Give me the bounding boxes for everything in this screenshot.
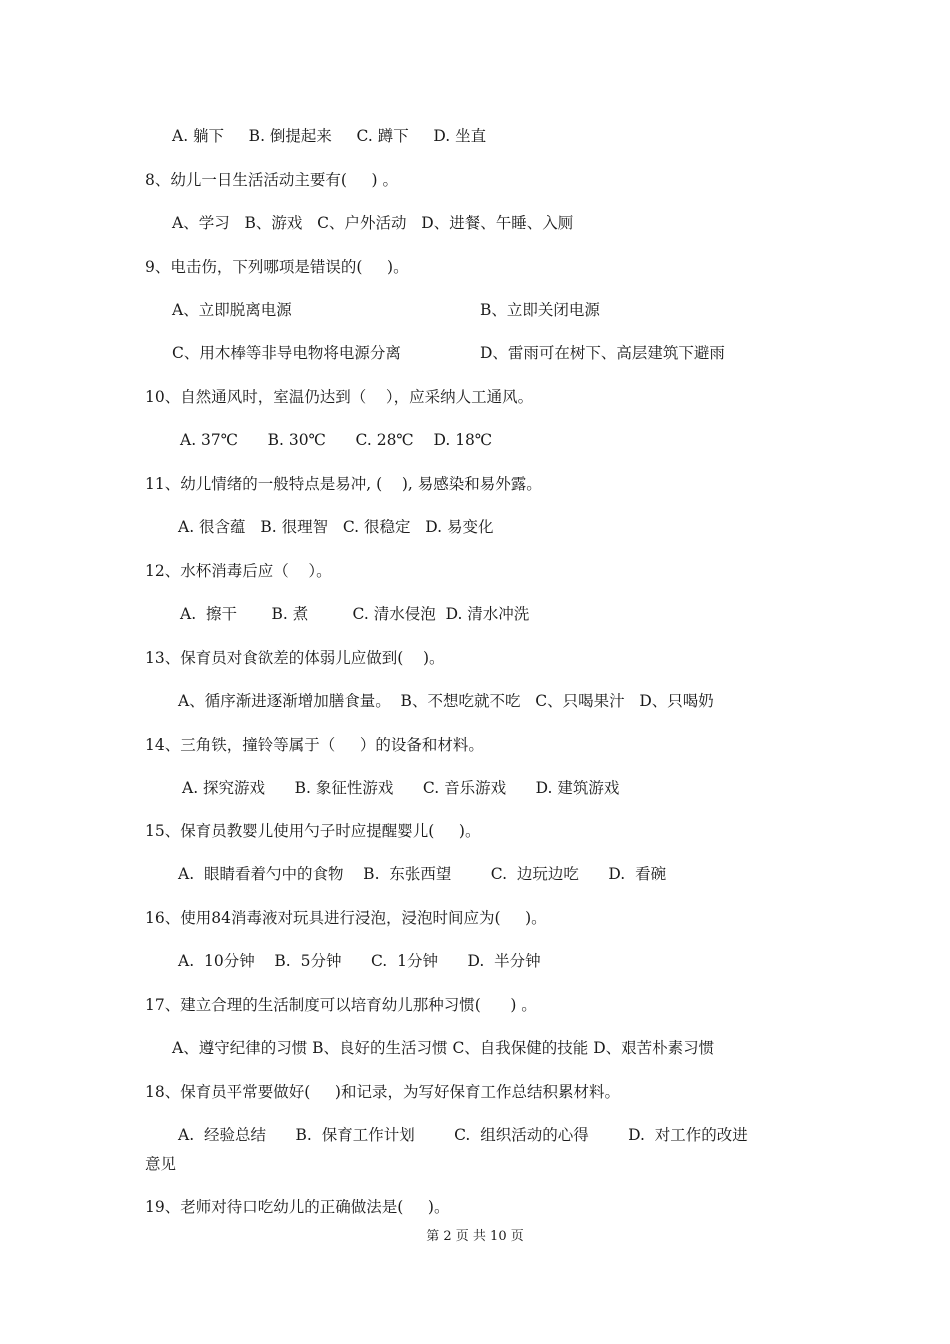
- q8-options: A、学习 B、游戏 C、户外活动 D、进餐、午睡、入厕: [172, 214, 574, 232]
- q16-options: A. 10分钟 B. 5分钟 C. 1分钟 D. 半分钟: [178, 952, 541, 970]
- q11-question: 11、幼儿情绪的一般特点是易冲, ( ), 易感染和易外露。: [145, 475, 542, 493]
- q9-question: 9、电击伤，下列哪项是错误的( )。: [145, 258, 409, 276]
- q9-option-c: C、用木棒等非导电物将电源分离: [172, 344, 401, 362]
- q19-question: 19、老师对待口吃幼儿的正确做法是( )。: [145, 1198, 450, 1216]
- q17-question: 17、建立合理的生活制度可以培育幼儿那种习惯( ) 。: [145, 996, 537, 1014]
- q9-option-b: B、立即关闭电源: [480, 301, 600, 319]
- q7-options: A. 躺下 B. 倒提起来 C. 蹲下 D. 坐直: [172, 127, 487, 145]
- q13-question: 13、保育员对食欲差的体弱儿应做到( )。: [145, 649, 445, 667]
- page-number-footer: 第 2 页 共 10 页: [426, 1229, 524, 1244]
- q15-options: A. 眼睛看着勺中的食物 B. 东张西望 C. 边玩边吃 D. 看碗: [178, 865, 667, 883]
- q10-options: A. 37℃ B. 30℃ C. 28℃ D. 18℃: [180, 431, 493, 449]
- q9-option-a: A、立即脱离电源: [172, 301, 292, 319]
- q18-options-continuation: 意见: [145, 1155, 177, 1173]
- q18-question: 18、保育员平常要做好( )和记录，为写好保育工作总结积累材料。: [145, 1083, 620, 1101]
- q12-question: 12、水杯消毒后应（ ）。: [145, 562, 332, 580]
- q11-options: A. 很含蕴 B. 很理智 C. 很稳定 D. 易变化: [178, 518, 494, 536]
- q17-options: A、遵守纪律的习惯 B、良好的生活习惯 C、自我保健的技能 D、艰苦朴素习惯: [172, 1039, 715, 1057]
- q18-options: A. 经验总结 B. 保育工作计划 C. 组织活动的心得 D. 对工作的改进: [178, 1126, 748, 1144]
- q9-option-d: D、雷雨可在树下、高层建筑下避雨: [480, 344, 725, 362]
- q15-question: 15、保育员教婴儿使用勺子时应提醒婴儿( )。: [145, 822, 481, 840]
- q10-question: 10、自然通风时，室温仍达到（ ），应采纳人工通风。: [145, 388, 534, 406]
- q14-question: 14、三角铁，撞铃等属于（ ）的设备和材料。: [145, 736, 484, 754]
- q13-options: A、循序渐进逐渐增加膳食量。 B、不想吃就不吃 C、只喝果汁 D、只喝奶: [178, 692, 714, 710]
- q8-question: 8、幼儿一日生活活动主要有( ) 。: [145, 171, 399, 189]
- q12-options: A. 擦干 B. 煮 C. 清水侵泡 D. 清水冲洗: [180, 605, 530, 623]
- q14-options: A. 探究游戏 B. 象征性游戏 C. 音乐游戏 D. 建筑游戏: [182, 779, 620, 797]
- q16-question: 16、使用84消毒液对玩具进行浸泡，浸泡时间应为( )。: [145, 909, 547, 927]
